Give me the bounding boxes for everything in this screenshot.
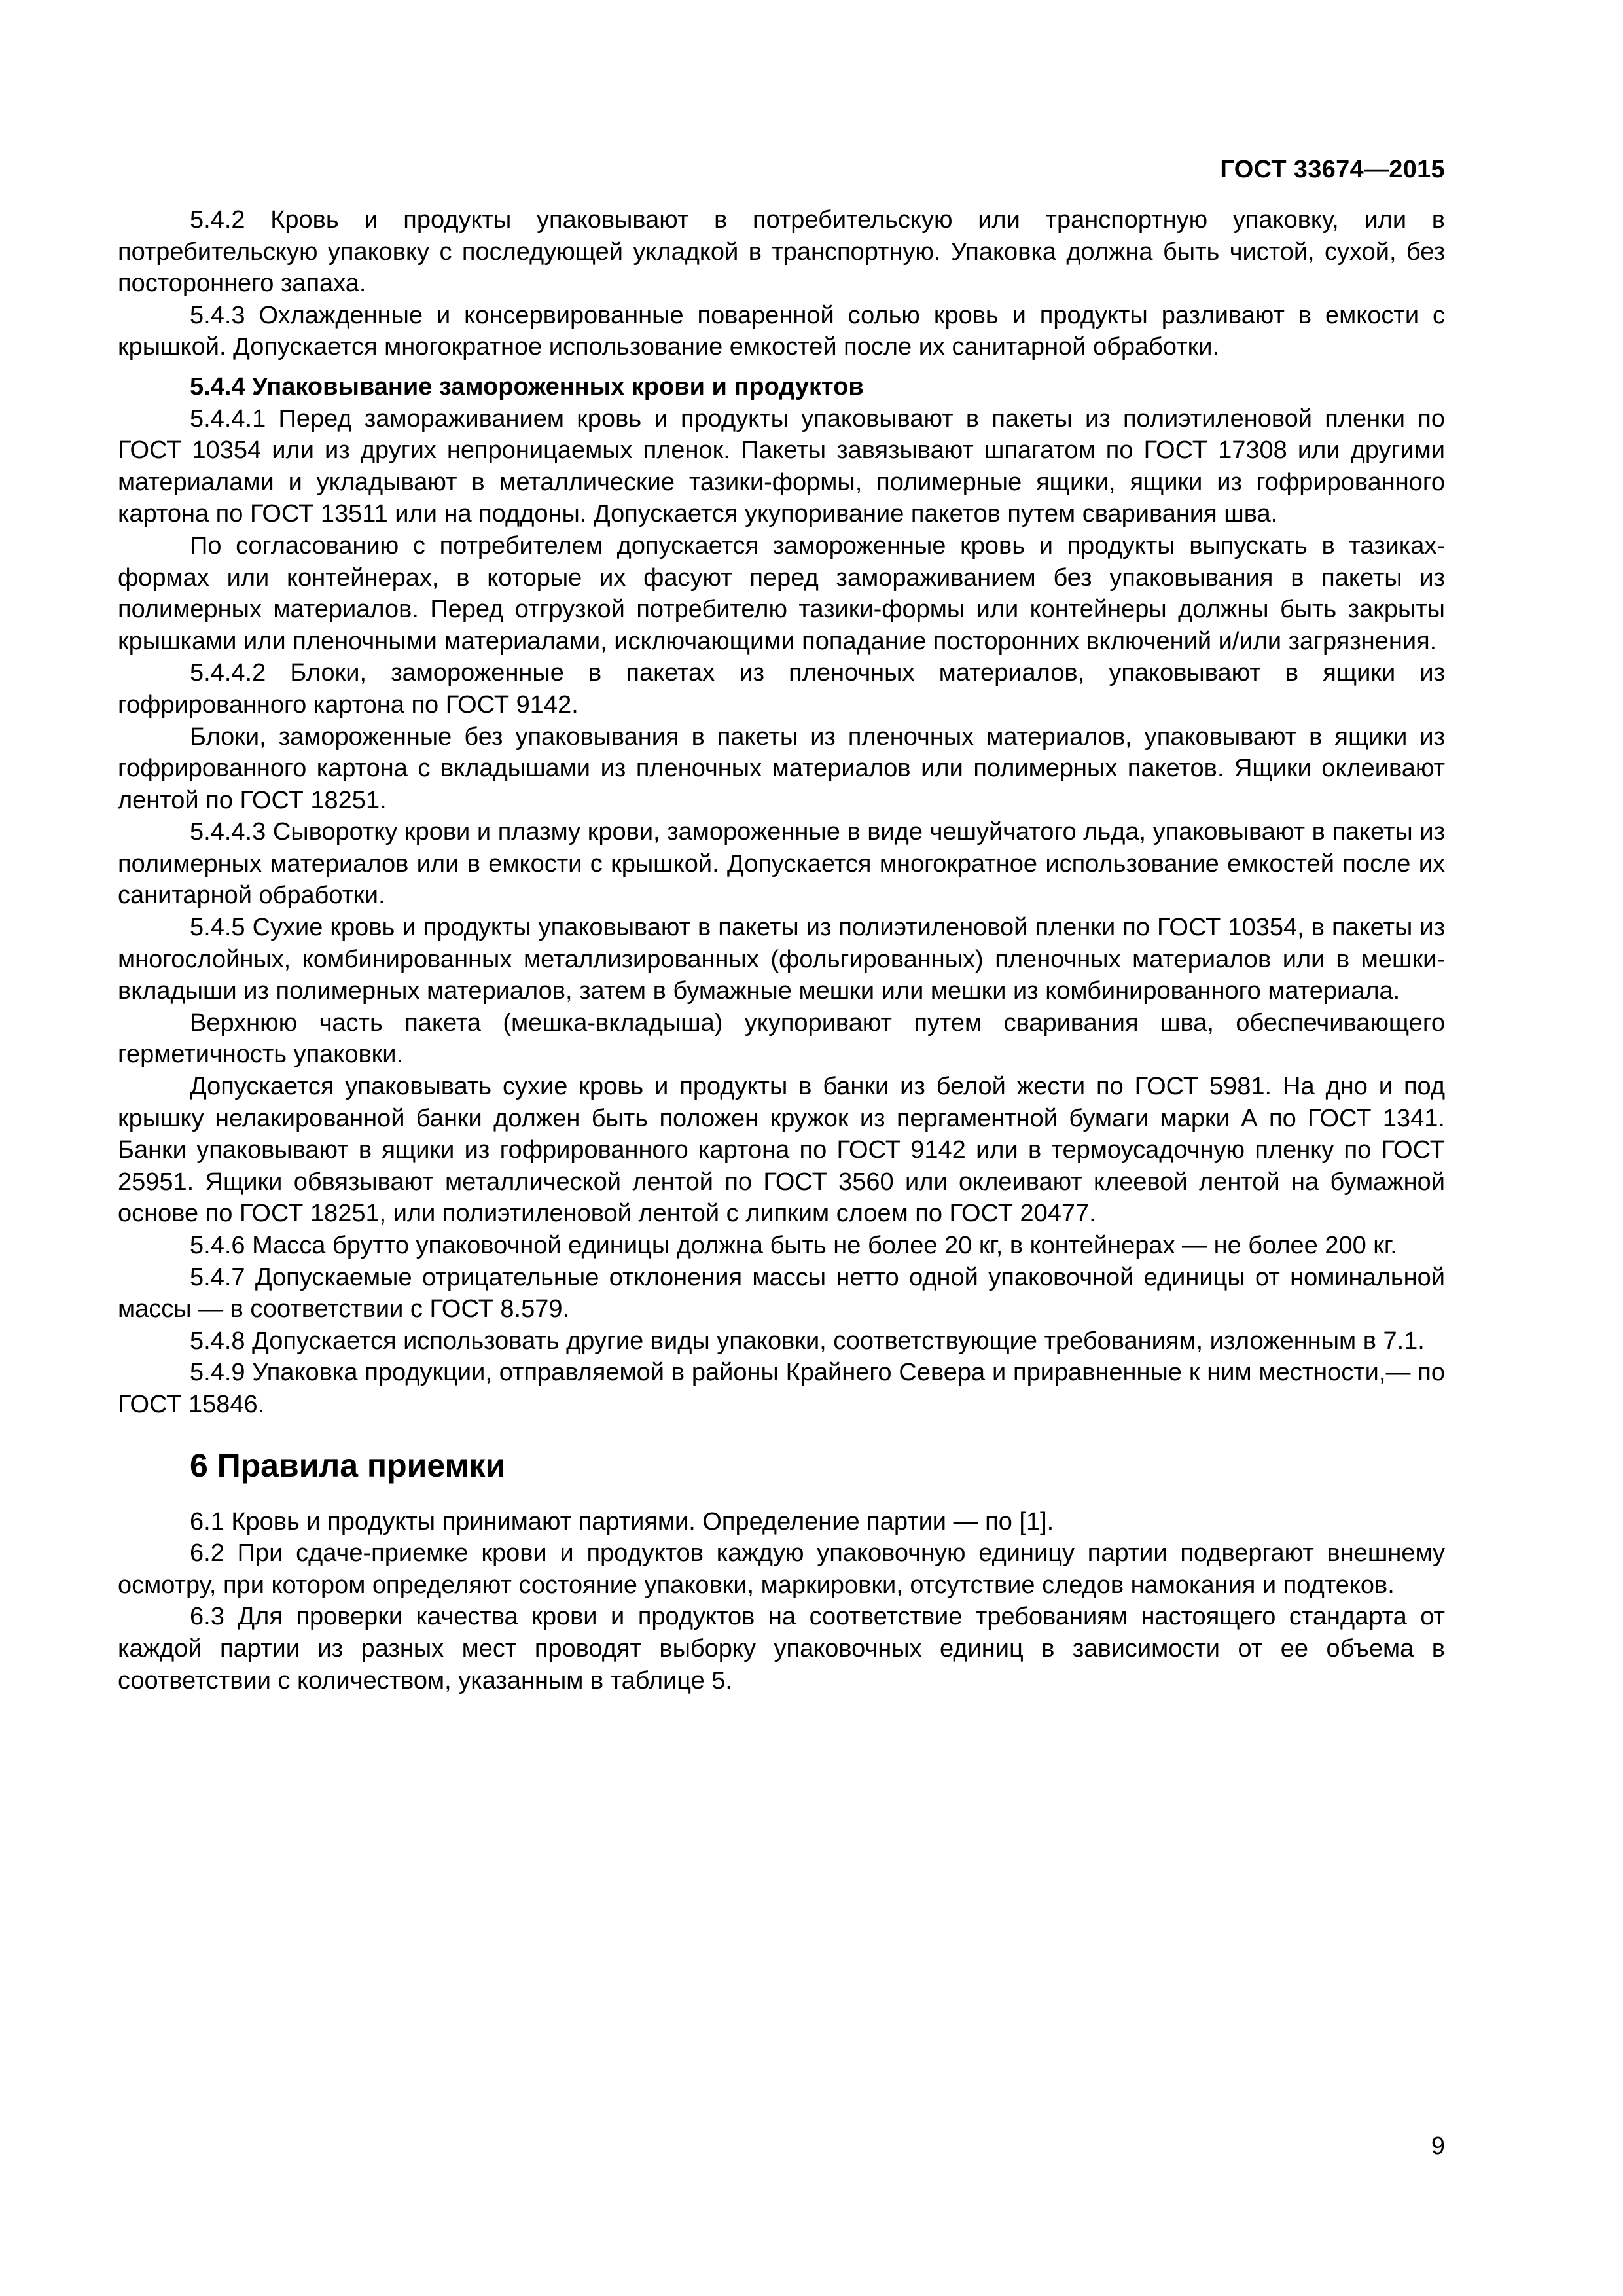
paragraph: 5.4.3 Охлажденные и консервированные поваренной солью кровь и продукты разливают в емкости с крышкой. Допускается многократное использование емкостей после их санитарной обработки. bbox=[118, 301, 1445, 361]
paragraphs-after-section bbox=[118, 1506, 1445, 1697]
paragraph: 5.4.2 Кровь и продукты упаковывают в потребительскую или транспортную упаковку, или в потребительскую упаковку с последующей укладкой в транспортную. Упаковка должна быть чистой, сухой, без постороннего запаха. bbox=[118, 206, 1445, 298]
paragraph: 5.4.7 Допускаемые отрицательные отклонения массы нетто одной упаковочной единицы от номинальной массы — в соответствии с ГОСТ 8.579. bbox=[118, 1263, 1445, 1323]
section-heading: 6 Правила приемки bbox=[190, 1446, 506, 1484]
paragraph: 5.4.4.2 Блоки, замороженные в пакетах из пленочных материалов, упаковывают в ящики из гофрированного картона по ГОСТ 9142. bbox=[118, 659, 1445, 719]
paragraph: По согласованию с потребителем допускается замороженные кровь и продукты выпускать в тазиках-формах или контейнерах, в которые их фасуют перед замораживанием без упаковывания в пакеты из полимерных материалов. Перед отгрузкой потребителю тазики-формы или контейнеры должны быть закрыты крышками или пленочными материалами, исключающими попадание посторонних включений и/или загрязнения. bbox=[118, 531, 1445, 655]
paragraph: 5.4.4.1 Перед замораживанием кровь и продукты упаковывают в пакеты из полиэтиленовой пленки по ГОСТ 10354 или из других непроницаемых пленок. Пакеты завязывают шпагатом по ГОСТ 17308 или другими материалами и укладывают в металлические тазики-формы, полимерные ящики, ящики из гофрированного картона по ГОСТ 13511 или на поддоны. Допускается укупоривание пакетов путем сваривания шва. bbox=[118, 404, 1445, 528]
paragraph: 6.2 При сдаче-приемке крови и продуктов каждую упаковочную единицу партии подвергают внешнему осмотру, при котором определяют состояние упаковки, маркировки, отсутствие следов намокания и подтеков. bbox=[118, 1539, 1445, 1599]
paragraph: 5.4.5 Сухие кровь и продукты упаковывают в пакеты из полиэтиленовой пленки по ГОСТ 10354, в пакеты из многослойных, комбинированных металлизированных (фольгированных) пленочных материалов или в мешки-вкладыши из полимерных материалов, затем в бумажные мешки или мешки из комбинированного материала. bbox=[118, 914, 1445, 1005]
paragraph: 5.4.6 Масса брутто упаковочной единицы должна быть не более 20 кг, в контейнерах — не более 200 кг. bbox=[190, 1232, 1397, 1259]
page-number: 9 bbox=[1431, 2132, 1445, 2160]
paragraph: Верхнюю часть пакета (мешка-вкладыша) укупоривают путем сваривания шва, обеспечивающего герметичность упаковки. bbox=[118, 1009, 1445, 1069]
paragraph: 6.1 Кровь и продукты принимают партиями. Определение партии — по [1]. bbox=[190, 1507, 1054, 1535]
subsection-heading: 5.4.4 Упаковывание замороженных крови и продуктов bbox=[190, 372, 864, 401]
paragraph: 5.4.9 Упаковка продукции, отправляемой в районы Крайнего Севера и приравненные к ним местности,— по ГОСТ 15846. bbox=[118, 1359, 1445, 1418]
document-body bbox=[118, 204, 1445, 1696]
paragraph: 5.4.8 Допускается использовать другие виды упаковки, соответствующие требованиям, изложенным в 7.1. bbox=[190, 1327, 1425, 1355]
paragraph: Блоки, замороженные без упаковывания в пакеты из пленочных материалов, упаковывают в ящики из гофрированного картона с вкладышами из пленочных материалов или полимерных пакетов. Ящики оклеивают лентой по ГОСТ 18251. bbox=[118, 723, 1445, 814]
paragraph: 5.4.4.3 Сыворотку крови и плазму крови, замороженные в виде чешуйчатого льда, упаковывают в пакеты из полимерных материалов или в емкости с крышкой. Допускается многократное использование емкостей после их санитарной обработки. bbox=[118, 818, 1445, 910]
paragraph: 6.3 Для проверки качества крови и продуктов на соответствие требованиям настоящего стандарта от каждой партии из разных мест проводят выборку упаковочных единиц в зависимости от ее объема в соответствии с количеством, указанным в таблице 5. bbox=[118, 1603, 1445, 1695]
paragraphs-before-section bbox=[118, 204, 1445, 1421]
standard-header: ГОСТ 33674—2015 bbox=[1220, 156, 1445, 183]
paragraph: Допускается упаковывать сухие кровь и продукты в банки из белой жести по ГОСТ 5981. На дно и под крышку нелакированной банки должен быть положен кружок из пергаментной бумаги марки А по ГОСТ 1341. Банки упаковывают в ящики из гофрированного картона по ГОСТ 9142 или в термоусадочную пленку по ГОСТ 25951. Ящики обвязывают металлической лентой по ГОСТ 3560 или оклеивают клеевой лентой на бумажной основе по ГОСТ 18251, или полиэтиленовой лентой с липким слоем по ГОСТ 20477. bbox=[118, 1073, 1445, 1228]
